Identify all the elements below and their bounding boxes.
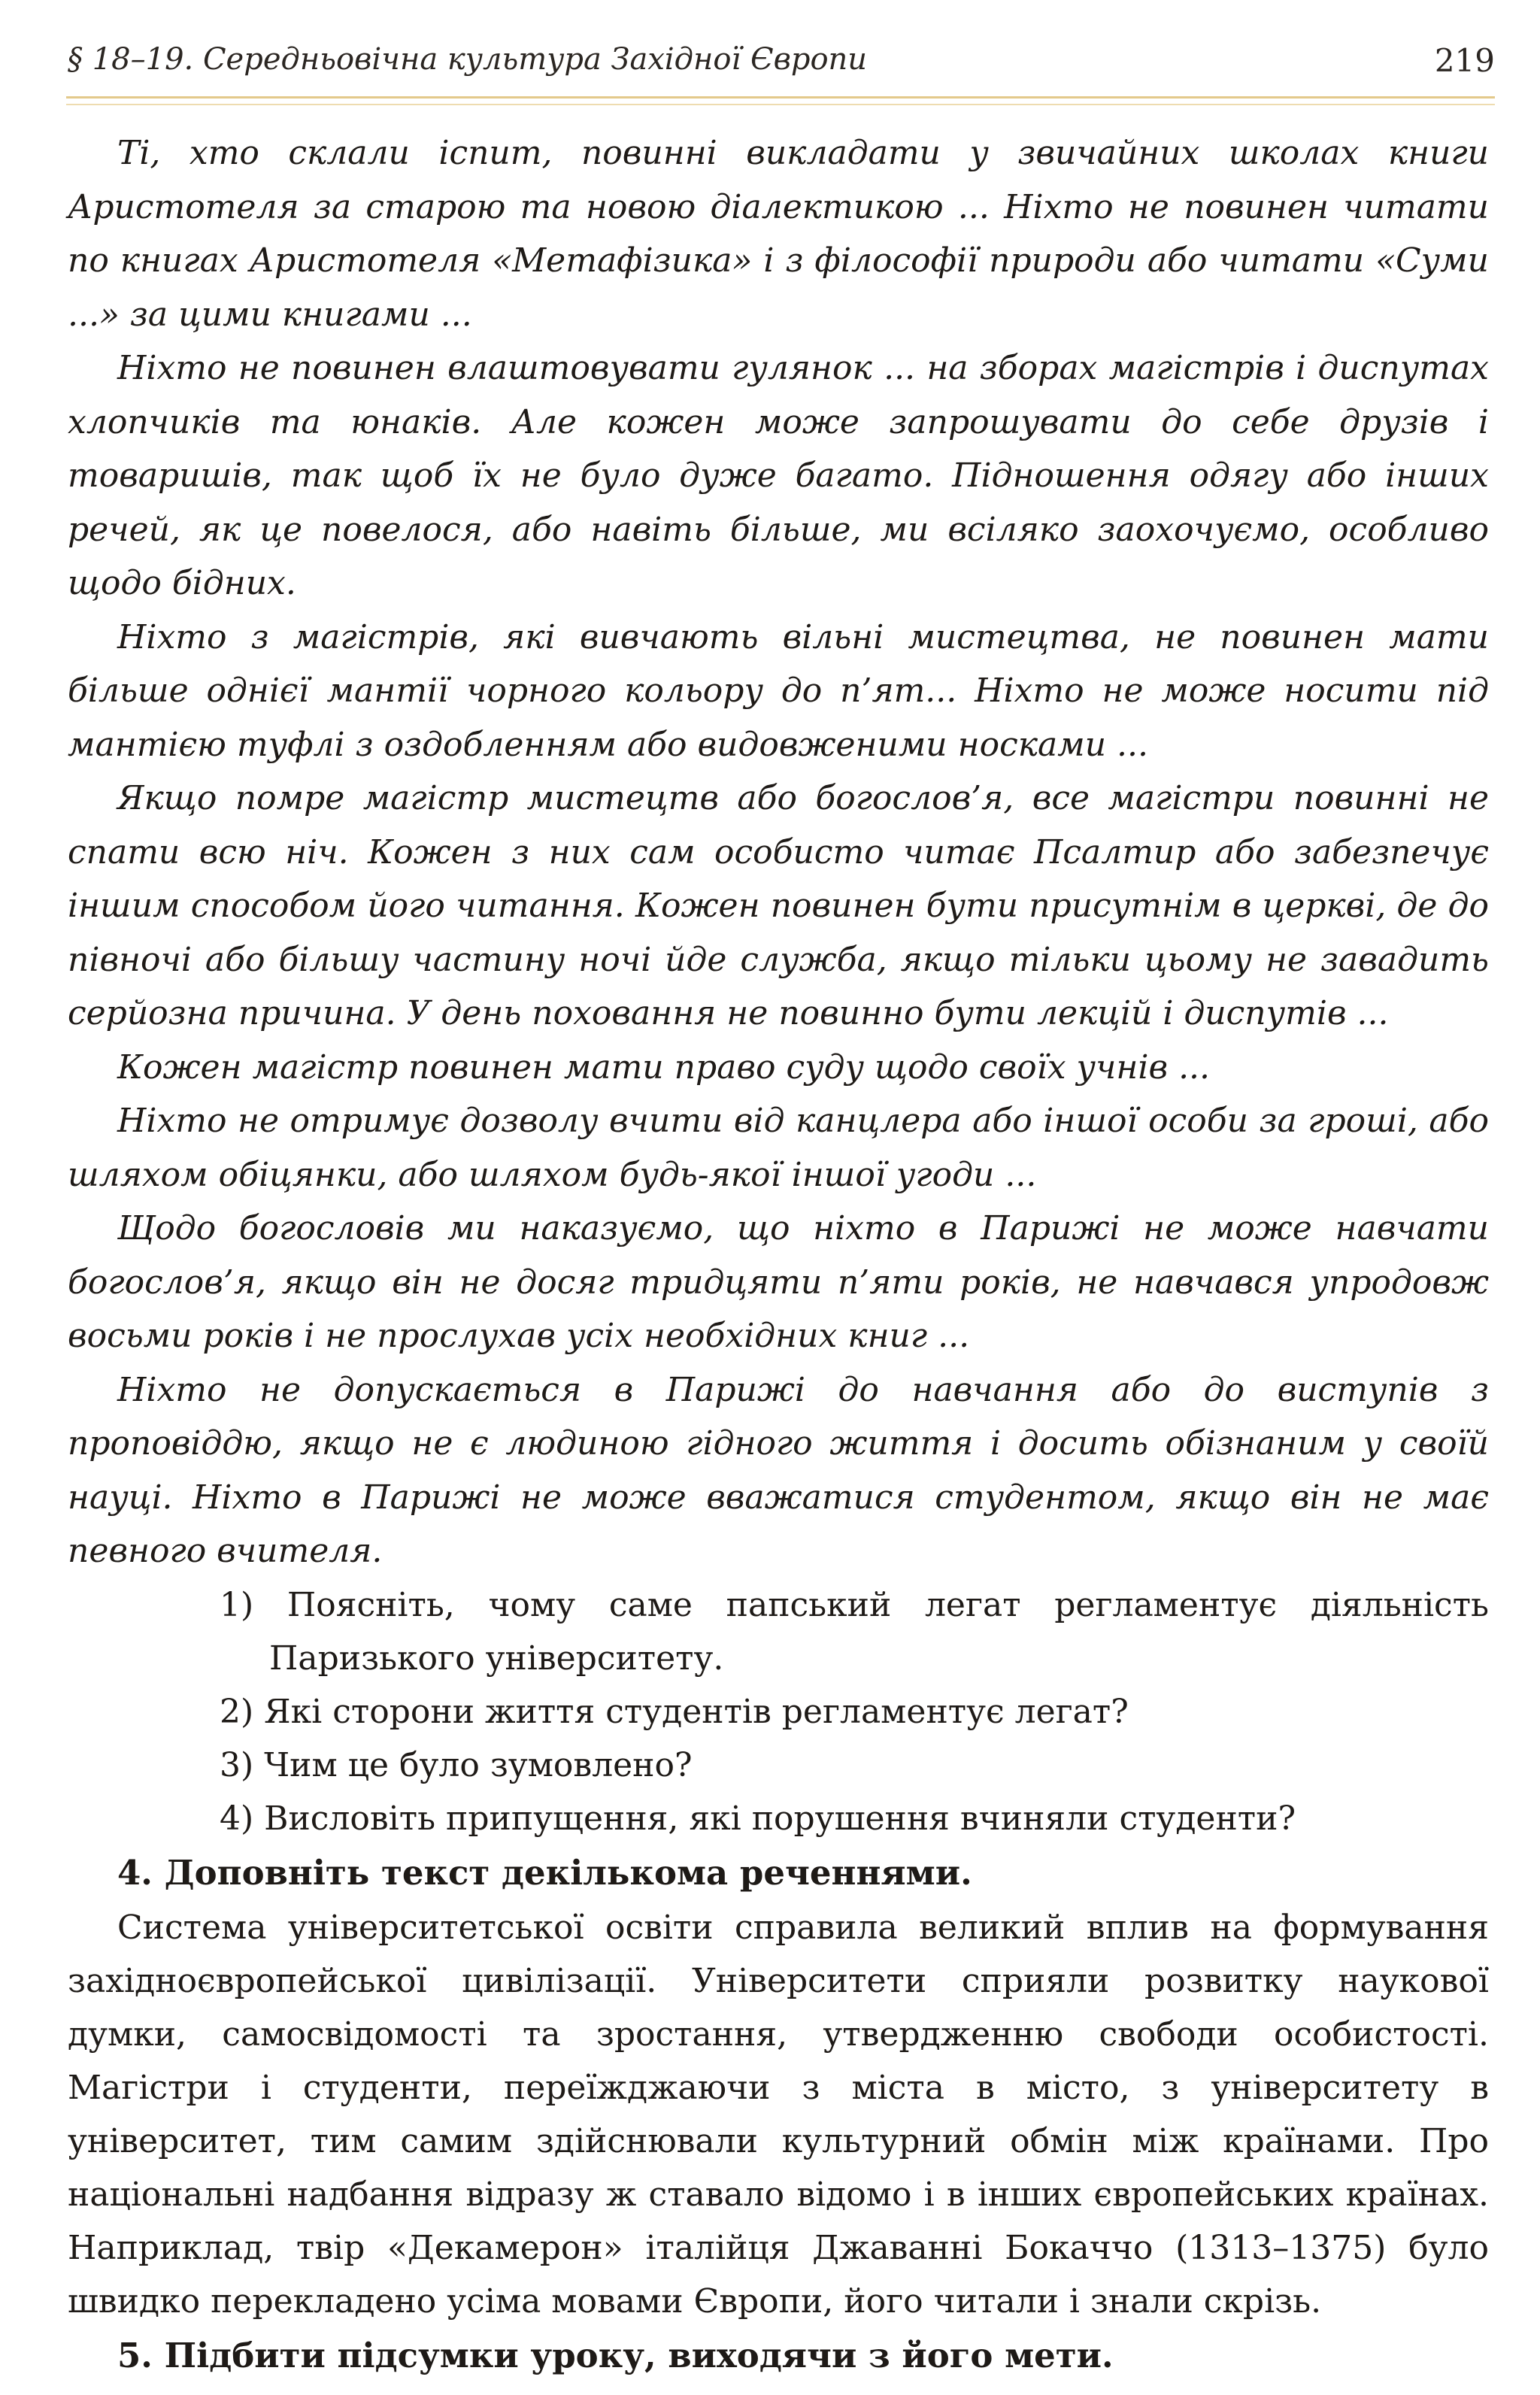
page-content	[68, 126, 1489, 2384]
question-item: 2) Які сторони життя студентів регламентує легат?	[220, 1692, 1129, 1731]
quote-paragraph: Щодо богословів ми наказуємо, що ніхто в Парижі не може навчати богослов’я, якщо він не досяг тридцяти п’яти років, не навчався упродовж восьми років і не прослухав усіх необхідних книг ...	[68, 1209, 1489, 1355]
source-quote	[68, 126, 1489, 1578]
question-item: 1) Поясніть, чому саме папський легат регламентує діяльність Паризького університету.	[220, 1585, 1489, 1678]
quote-paragraph: Ніхто з магістрів, які вивчають вільні мистецтва, не повинен мати більше однієї мантії чорного кольору до п’ят... Ніхто не може носити під мантією туфлі з оздобленням або видовженими носками ...	[68, 617, 1489, 764]
quote-paragraph: Ніхто не отримує дозволу вчити від канцлера або іншої особи за гроші, або шляхом обіцянки, або шляхом будь-якої іншої угоди ...	[68, 1102, 1489, 1194]
task-4-heading: 4. Доповніть текст декількома реченнями.	[117, 1852, 972, 1893]
task-5-heading: 5. Підбити підсумки уроку, виходячи з його мети.	[117, 2335, 1114, 2375]
header-rule	[66, 96, 1495, 99]
question-list	[68, 1578, 1489, 1845]
task-4-text: Система університетської освіти справила великий вплив на формування західноєвропейської цивілізації. Університети сприяли розвитку наукової думки, самосвідомості та зростання, утвердженню свободи особистості. Магістри і студенти, переїжджаючи з міста в місто, з університету в університет, тим самим здійснювали культурний обмін між країнами. Про національні надбання відразу ж ставало відомо і в інших європейських країнах. Наприклад, твір «Декамерон» італійця Джаванні Бокаччо (1313–1375) було швидко перекладено усіма мовами Європи, його читали і знали скрізь.	[68, 1908, 1489, 2321]
quote-paragraph: Якщо помре магістр мистецтв або богослов’я, все магістри повинні не спати всю ніч. Кожен з них сам особисто читає Псалтир або забезпечує іншим способом його читання. Кожен повинен бути присутнім в церкві, де до півночі або більшу частину ночі йде служба, якщо тільки цьому не завадить серйозна причина. У день поховання не повинно бути лекцій і диспутів ...	[68, 779, 1489, 1032]
page-number: 219	[1434, 42, 1495, 79]
quote-paragraph: Кожен магістр повинен мати право суду щодо своїх учнів ...	[117, 1047, 1211, 1087]
quote-paragraph: Ті, хто склали іспит, повинні викладати у звичайних школах книги Аристотеля за старою та новою діалектикою ... Ніхто не повинен читати по книгах Аристотеля «Метафізика» і з філософії природи або читати «Суми ...» за цими книгами ...	[68, 134, 1489, 334]
question-item: 4) Висловіть припущення, які порушення вчиняли студенти?	[220, 1799, 1296, 1838]
running-head: § 18–19. Середньовічна культура Західної Європи	[68, 42, 868, 77]
quote-paragraph: Ніхто не повинен влаштовувати гулянок ... на зборах магістрів і диспутах хлопчиків та юнаків. Але кожен може запрошувати до себе друзів і товаришів, так щоб їх не було дуже багато. Підношення одягу або інших речей, як це повелося, або навіть більше, ми всіляко заохочуємо, особливо щодо бідних.	[68, 349, 1489, 602]
quote-paragraph: Ніхто не допускається в Парижі до навчання або до виступів з проповіддю, якщо не є людиною гідного життя і досить обізнаним у своїй науці. Ніхто в Парижі не може вважатися студентом, якщо він не має певного вчителя.	[68, 1370, 1489, 1570]
header-rule-secondary	[66, 104, 1495, 105]
question-item: 3) Чим це було зумовлено?	[220, 1745, 693, 1784]
